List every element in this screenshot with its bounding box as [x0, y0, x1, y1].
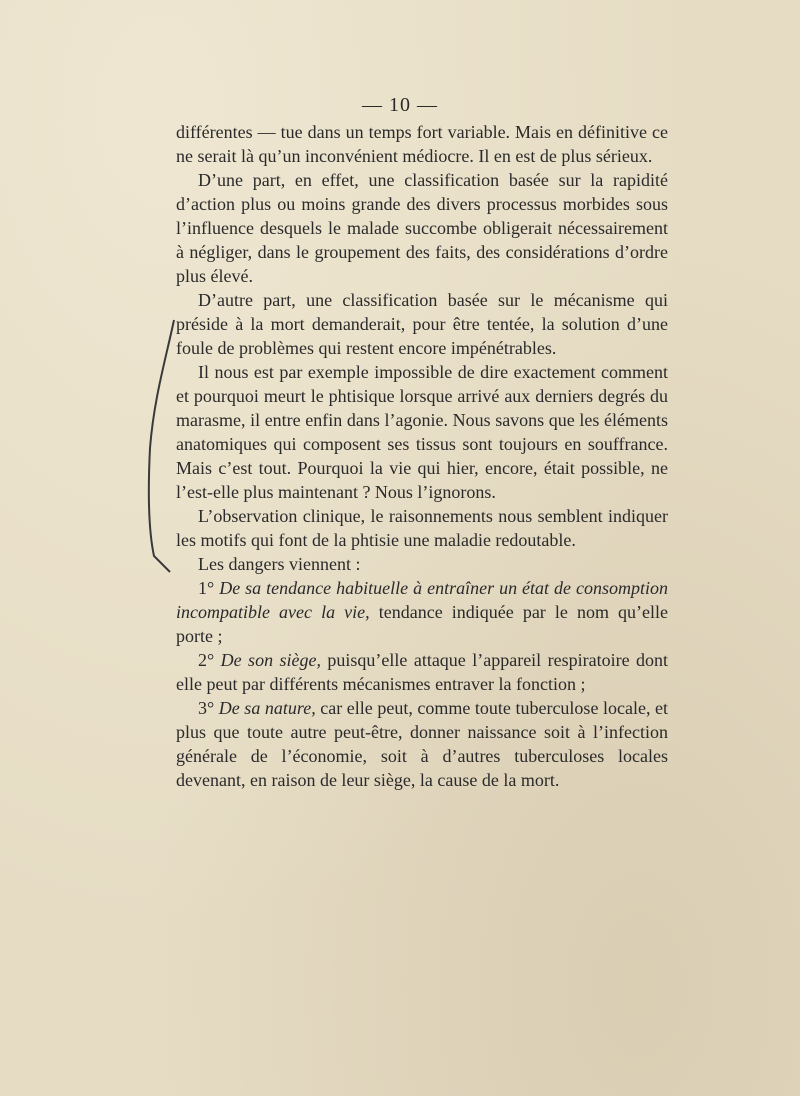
list-item — [176, 696, 668, 792]
list-text: tendance indiquée par le nom qu’elle porte ; — [176, 602, 668, 646]
paragraph: D’autre part, une classification basée sur le mécanisme qui préside à la mort demanderait, pour être tentée, la solution d’une foule de problèmes qui restent encore impénétrables. — [176, 290, 668, 358]
list-text: puisqu’elle attaque l’appareil respiratoire dont elle peut par différents mécanismes entraver la fonction ; — [176, 650, 669, 694]
list-number: 3° — [198, 698, 215, 718]
margin-annotation-line — [140, 318, 180, 578]
list-item — [176, 576, 668, 648]
paragraph: Il nous est par exemple impossible de dire exactement comment et pourquoi meurt le phtisique lorsque arrivé aux derniers degrés du marasme, il entre enfin dans l’agonie. Nous savons que les éléments anatomiques qui composent ses tissus sont toujours en souffrance. Mais c’est tout. Pourquoi la vie qui hier, encore, était possible, ne l’est-elle plus maintenant ? Nous l’ignorons. — [176, 362, 668, 502]
list-emphasis: De sa nature, — [218, 698, 316, 718]
paragraph: différentes — tue dans un temps fort variable. Mais en définitive ce ne serait là qu’un inconvénient médiocre. Il en est de plus sérieux. — [176, 122, 668, 166]
paragraph: Les dangers viennent : — [198, 554, 361, 574]
paragraph: L’observation clinique, le raisonnements nous semblent indiquer les motifs qui font de la phtisie une maladie redoutable. — [176, 506, 668, 550]
list-number: 2° — [198, 650, 215, 670]
page-number: — 10 — — [362, 94, 438, 116]
list-emphasis: De son siège, — [220, 650, 321, 670]
paragraph: D’une part, en effet, une classification basée sur la rapidité d’action plus ou moins grande des divers processus morbides sous l’influence desquels le malade succombe obligerait nécessairement à négliger, dans le groupement des faits, des considérations d’ordre plus élevé. — [176, 170, 668, 286]
list-emphasis: De sa tendance habituelle à entraîner un état de consomption incompatible avec la vie, — [176, 578, 669, 622]
list-item — [176, 648, 668, 696]
body-text — [176, 120, 668, 792]
list-text: car elle peut, comme toute tuberculose locale, et plus que toute autre peut-être, donner naissance soit à l’infection générale de l’économie, soit à d’autres tuberculoses locales devenant, en raison de leur siège, la cause de la mort. — [176, 698, 669, 790]
list-number: 1° — [198, 578, 215, 598]
